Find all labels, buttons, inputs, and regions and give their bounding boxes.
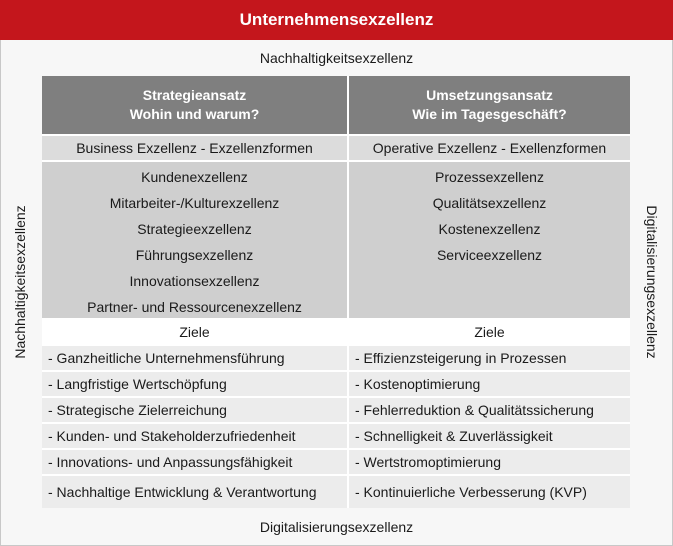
goal-row: - Langfristige Wertschöpfung: [42, 372, 347, 396]
list-item: Partner- und Ressourcenexzellenz: [87, 299, 302, 315]
list-item: Kostenexzellenz: [438, 221, 541, 237]
bottom-label: Digitalisierungsexzellenz: [259, 519, 414, 535]
list-item: Innovationsexzellenz: [129, 273, 260, 289]
goals-heading-right: Ziele: [349, 320, 630, 344]
column-header-implementation: [349, 76, 630, 134]
left-side-label: [8, 96, 32, 468]
column-header-strategy: [42, 76, 347, 134]
goal-row: - Effizienzsteigerung in Prozessen: [349, 346, 630, 370]
goal-row: - Kunden- und Stakeholderzufriedenheit: [42, 424, 347, 448]
goal-row: - Fehlerreduktion & Qualitätssicherung: [349, 398, 630, 422]
goal-row: - Kostenoptimierung: [349, 372, 630, 396]
excellence-list-right: [349, 162, 630, 318]
excellence-list-left: [42, 162, 347, 318]
goal-row: - Strategische Zielerreichung: [42, 398, 347, 422]
header-line-2: Wohin und warum?: [129, 106, 260, 122]
excellence-grid: [42, 76, 630, 508]
header-line-1: Umsetzungsansatz: [426, 87, 553, 103]
goal-row: - Kontinuierliche Verbesserung (KVP): [349, 476, 630, 508]
diagram-title: Unternehmensexzellenz: [239, 10, 434, 29]
left-side-text: Nachhaltigkeitsexzellenz: [12, 205, 28, 359]
list-item: Mitarbeiter-/Kulturexzellenz: [109, 195, 280, 211]
subheader-business-excellence: Business Exzellenz - Exzellenzformen: [42, 136, 347, 160]
goal-row: - Schnelligkeit & Zuverlässigkeit: [349, 424, 630, 448]
subheader-operational-excellence: Operative Exzellenz - Exellenzformen: [349, 136, 630, 160]
top-label: Nachhaltigkeitsexzellenz: [259, 50, 414, 66]
header-line-2: Wie im Tagesgeschäft?: [412, 106, 567, 122]
list-item: Prozessexzellenz: [435, 169, 544, 185]
list-item: Kundenexzellenz: [141, 169, 248, 185]
right-side-label: [640, 96, 664, 468]
list-item: Strategieexzellenz: [137, 221, 252, 237]
goal-row: - Ganzheitliche Unternehmensführung: [42, 346, 347, 370]
column-implementation: [349, 76, 630, 508]
goal-row: - Nachhaltige Entwicklung & Verantwortung: [42, 476, 347, 508]
goal-row: - Innovations- und Anpassungsfähigkeit: [42, 450, 347, 474]
list-item: Serviceexzellenz: [436, 247, 543, 263]
column-strategy: [42, 76, 347, 508]
goals-heading-left: Ziele: [42, 320, 347, 344]
header-line-1: Strategieansatz: [142, 87, 247, 103]
right-side-text: Digitalisierungsexzellenz: [644, 205, 660, 359]
title-bar: [0, 0, 673, 40]
list-item: Qualitätsexzellenz: [432, 195, 547, 211]
goal-row: - Wertstromoptimierung: [349, 450, 630, 474]
list-item: Führungsexzellenz: [135, 247, 254, 263]
